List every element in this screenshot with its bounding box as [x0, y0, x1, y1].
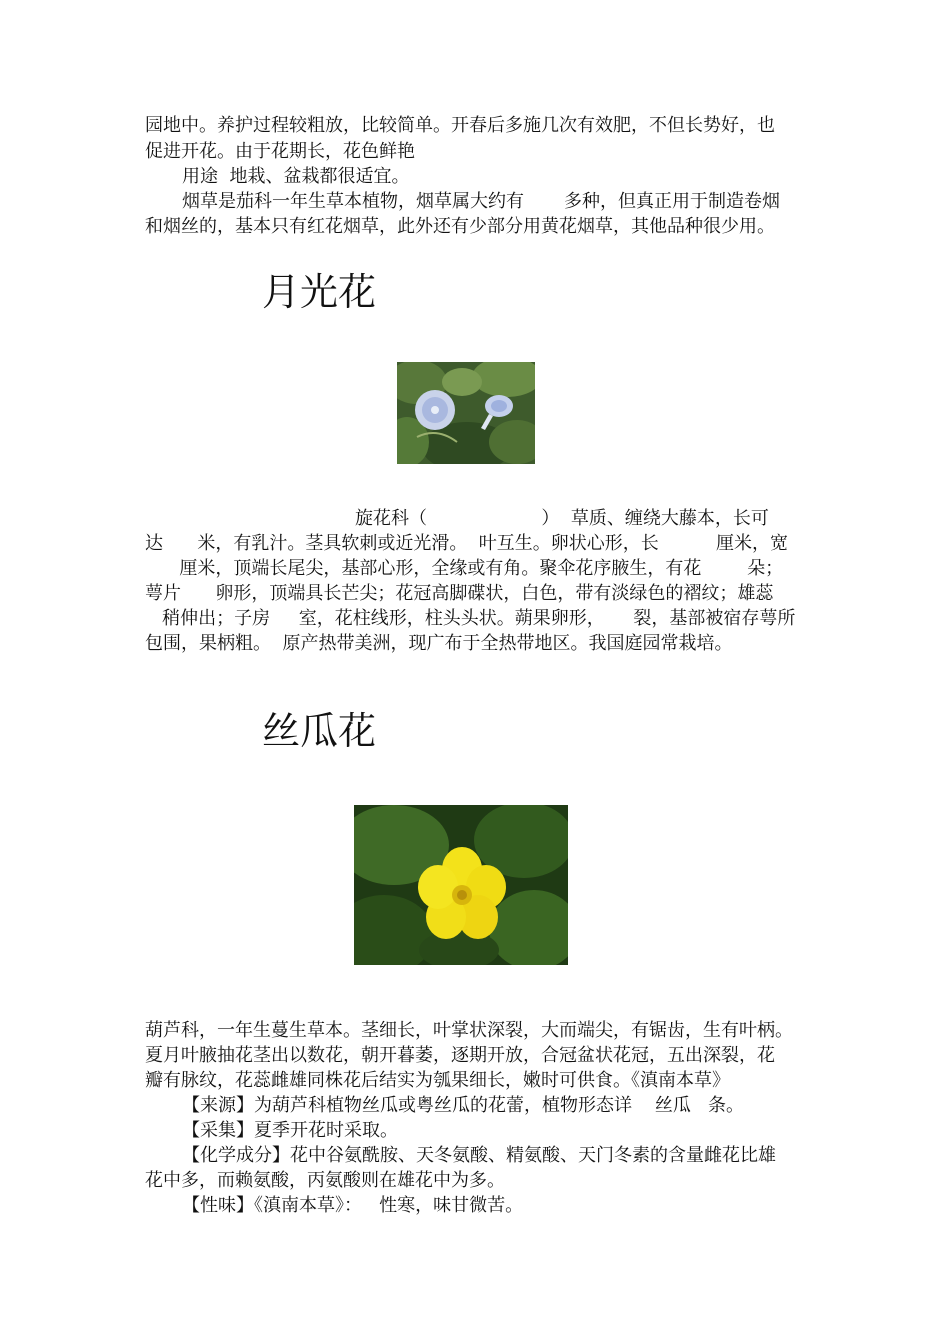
loofah-line-3: 瓣有脉纹，花蕊雌雄同株花后结实为瓠果细长，嫩时可供食。《滇南本草》 — [145, 1070, 730, 1091]
moonflower-line-2: 达 米，有乳汁。茎具软刺或近光滑。 叶互生。卵状心形，长 厘米，宽 — [145, 533, 788, 554]
loofah-line-5: 【采集】夏季开花时采取。 — [182, 1120, 398, 1141]
loofah-line-7: 花中多，而赖氨酸，丙氨酸则在雄花中为多。 — [145, 1170, 505, 1191]
loofah-flower-photo — [354, 805, 568, 965]
morning-glory-photo — [397, 362, 535, 464]
loofah-line-2: 夏月叶腋抽花茎出以数花，朝开暮萎，逐期开放，合冠盆状花冠，五出深裂，花 — [145, 1045, 775, 1066]
intro-line-2: 促进开花。由于花期长，花色鲜艳 — [145, 141, 415, 162]
loofah-line-8: 【性味】《滇南本草》： 性寒，味甘微苦。 — [182, 1195, 524, 1216]
moonflower-line-5: 稍伸出；子房 室，花柱线形，柱头头状。蒴果卵形， 裂，基部被宿存萼所 — [145, 608, 796, 629]
intro-line-4: 烟草是茄科一年生草本植物，烟草属大约有 多种，但真正用于制造卷烟 — [182, 191, 781, 212]
intro-line-1: 园地中。养护过程较粗放，比较简单。开春后多施几次有效肥，不但长势好，也 — [145, 115, 775, 136]
moonflower-line-1: 旋花科（ ） 草质、缠绕大藤本，长可 — [355, 508, 769, 529]
moonflower-line-3: 厘米，顶端长尾尖，基部心形，全缘或有角。聚伞花序腋生，有花 朵； — [145, 558, 784, 579]
intro-line-3: 用途 地栽、盆栽都很适宜。 — [182, 166, 410, 187]
loofah-line-6: 【化学成分】花中谷氨酰胺、天冬氨酸、精氨酸、天门冬素的含量雌花比雄 — [182, 1145, 776, 1166]
loofah-line-4: 【来源】为葫芦科植物丝瓜或粤丝瓜的花蕾，植物形态详 丝瓜 条。 — [182, 1095, 745, 1116]
loofah-line-1: 葫芦科，一年生蔓生草本。茎细长，叶掌状深裂，大而端尖，有锯齿，生有叶柄。 — [145, 1020, 793, 1041]
moonflower-line-6: 包围，果柄粗。 原产热带美洲，现广布于全热带地区。我国庭园常栽培。 — [145, 633, 733, 654]
intro-line-5: 和烟丝的，基本只有红花烟草，此外还有少部分用黄花烟草，其他品种很少用。 — [145, 216, 775, 237]
moonflower-line-4: 萼片 卵形，顶端具长芒尖；花冠高脚碟状，白色，带有淡绿色的褶纹；雄蕊 — [145, 583, 774, 604]
loofah-title: 丝瓜花 — [262, 709, 377, 753]
moonflower-title: 月光花 — [262, 270, 377, 314]
